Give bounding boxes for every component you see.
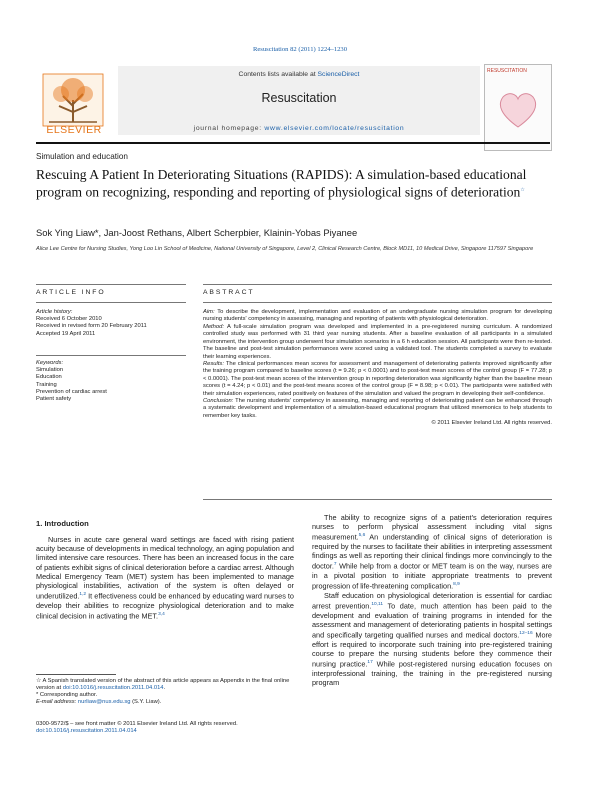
intro-text: Nurses in acute care general ward settings are faced with rising patient acuity because of developments in medical technology, an aging population and limited intensive care resources. There has been an increased focus in the care of patients exhibit signs of clinical deterioration before a cardiac arrest. Although Medical Emergency Team (MET) system has been implemented to manage physiological instabilities, activation of the system is often delayed or underutilized. <box>36 535 294 601</box>
right-column-text <box>312 513 552 687</box>
homepage-link[interactable]: www.elsevier.com/locate/resuscitation <box>264 125 405 132</box>
abstract-bottom-rule <box>203 302 552 303</box>
journal-citation[interactable]: Resuscitation 82 (2011) 1224–1230 <box>252 46 348 53</box>
method-text: A full-scale simulation program was developed and implemented in a pre-registered nursing curriculum. A randomized controlled study was performed with 31 third year nursing students. After a baseline evaluation of all participants in a simulated environment, the intervention group underwent four simulation scenarios in a 6 h education session. All participants were then re-tested. The baseline and post-test simulation performances were scored using a validated tool. The students completed a survey to evaluate their learning experiences. <box>203 323 552 360</box>
citation-ref[interactable]: 8,9 <box>453 582 460 588</box>
article-info-bottom-rule <box>36 302 186 303</box>
publisher-name: ELSEVIER <box>46 124 102 136</box>
email-link[interactable]: nurliaw@nus.edu.sg <box>77 699 131 706</box>
cover-heart-illustration <box>493 83 543 133</box>
citation-ref[interactable]: 7 <box>333 562 337 568</box>
doi-link[interactable]: doi:10.1016/j.resuscitation.2011.04.014 <box>36 728 137 735</box>
citation-ref[interactable]: 5,6 <box>358 533 366 539</box>
title-footnote-mark[interactable]: ☆ <box>520 188 525 194</box>
intro-text: While help from a doctor or MET team is on the way, nurses are in a pivotal position to initiate appropriate treatments to prevent progression of life-threatening complication. <box>312 561 552 591</box>
method-label: Method: <box>203 323 224 330</box>
contents-prefix: Contents lists available at <box>238 71 318 78</box>
header-divider <box>36 142 550 144</box>
keywords-list <box>36 360 186 403</box>
journal-title: Resuscitation <box>261 91 337 105</box>
issn-line: 0300-9572/$ – see front matter © 2011 Elsevier Ireland Ltd. All rights reserved. <box>36 721 238 727</box>
footnote-text: A Spanish translated version of the abstract of this article appears as Appendix in the final online version at <box>36 678 290 692</box>
intro-paragraph <box>36 535 294 621</box>
aim-label: Aim: <box>203 309 215 315</box>
keywords-label: Keywords: <box>36 360 64 366</box>
footnote-rule <box>36 674 116 675</box>
citation-ref[interactable]: 12–16 <box>519 630 533 636</box>
abstract-method <box>203 324 552 361</box>
results-label: Results: <box>203 360 224 367</box>
history-item: Received 6 October 2010 <box>36 316 102 323</box>
translation-doi-link[interactable]: doi:10.1016/j.resuscitation.2011.04.014 <box>62 685 164 692</box>
issn-doi-block <box>36 721 294 735</box>
keywords-rule <box>36 355 186 356</box>
cover-title: RESUSCITATION <box>487 68 527 74</box>
conclusion-text: The nursing students' competency in assessing, managing and reporting of deteriorating patient can be enhanced through a systematic development and implementation of a simulation-based educational program that utilized mnemonics to help students to remember key tasks. <box>203 398 552 419</box>
homepage-prefix: journal homepage: <box>193 125 265 132</box>
citation-ref[interactable]: 3,4 <box>158 611 165 617</box>
email-line <box>36 699 294 706</box>
keyword-item: Education <box>36 374 62 381</box>
abstract-aim <box>203 309 552 324</box>
keyword-item: Prevention of cardiac arrest <box>36 388 107 395</box>
article-info-heading: ARTICLE INFO <box>36 289 106 296</box>
results-text: The clinical performances mean scores for assessment and management of deteriorating patients improved significantly after the training program compared to baseline scores (t = 9.26; p < 0.0001) and to post-test mean scores of the control group (F = 77.28; p < 0.0001). The post-test mean scores of the intervention group in reporting deterioration was significantly higher than the baseline mean scores (t = 4.24; p < 0.01) and the post-test means scores of the control group (F = 8.98; p < 0.01). The participants were satisfied with their simulation experiences, rated positively on features of the simulation and valued the program in developing their self-confidence. <box>203 360 552 397</box>
keyword-item: Simulation <box>36 367 64 374</box>
intro-paragraph <box>312 591 552 687</box>
contents-available-line <box>118 71 480 78</box>
translation-footnote: ☆ A Spanish translated version of the abstract of this article appears as Appendix in the final online version at doi:10.1016/j.resuscitation.2011.04.014. <box>36 678 290 692</box>
abstract-results <box>203 361 552 398</box>
abstract-heading: ABSTRACT <box>203 289 255 296</box>
keyword-item: Patient safety <box>36 396 72 403</box>
intro-text: While post-registered nursing education focuses on interprofessional training, the training in the pre-registered nursing program <box>312 659 552 687</box>
article-history <box>36 309 186 338</box>
citation-ref[interactable]: 1,2 <box>79 592 87 598</box>
citation-ref[interactable]: 10,11 <box>371 601 384 607</box>
abstract-top-rule <box>203 284 552 285</box>
article-authors: Sok Ying Liaw*, Jan-Joost Rethans, Albert Scherpbier, Klainin-Yobas Piyanee <box>36 227 358 238</box>
citation-ref[interactable]: 17 <box>367 659 373 665</box>
intro-text: The ability to recognize signs of a patient's deterioration requires nurses to perform physical assessment including vital signs measurement. <box>312 513 552 542</box>
intro-text: More effort is required to incorporate such training into pre-registered training course to prepare the nursing students before they commence their nursing practice. <box>312 630 552 669</box>
author-affiliation: Alice Lee Centre for Nursing Studies, Yong Loo Lin School of Medicine, National University of Singapore, Level 2, Clinical Research Centre, Block MD11, 10 Medical Drive, Singapore 117597 Singapore <box>36 246 534 252</box>
keyword-item: Training <box>36 381 57 388</box>
intro-text: Staff education on physiological deterioration is essential for cardiac arrest prevention. <box>312 590 552 611</box>
introduction-heading: 1. Introduction <box>36 519 89 528</box>
abstract-copyright: © 2011 Elsevier Ireland Ltd. All rights reserved. <box>431 420 552 427</box>
footnotes <box>36 678 294 706</box>
email-suffix: (S.Y. Liaw). <box>130 699 162 706</box>
abstract-end-rule <box>203 499 552 500</box>
history-item: Accepted 19 April 2011 <box>36 330 96 337</box>
intro-text: It effectiveness could be enhanced by educating ward nurses to develop their abilities to recognize physiological deterioration and to make clinical decision in activating the MET. <box>36 591 294 621</box>
aim-text: To describe the development, implementation and evaluation of an undergraduate nursing simulation program for developing nursing students' competency in assessing, managing and reporting of patients with physiological deterioration. <box>203 309 552 323</box>
journal-cover-thumbnail <box>484 64 552 151</box>
abstract-body <box>203 309 552 428</box>
article-title <box>36 167 558 201</box>
history-item: Received in revised form 20 February 2011 <box>36 323 147 330</box>
intro-text: An understanding of clinical signs of deterioration is required by the nurses to facilitate their abilities in interpreting assessment findings as well as reporting their clinical findings more convincingly to the doctor. <box>312 532 552 571</box>
article-section: Simulation and education <box>36 152 128 161</box>
intro-paragraph <box>312 513 552 591</box>
footnote-mark: ☆ <box>36 678 42 684</box>
left-column-text <box>36 535 294 621</box>
journal-homepage-line <box>118 125 480 132</box>
article-title-text: Rescuing A Patient In Deteriorating Situations (RAPIDS): A simulation-based educational program on recognizing, responding and reporting of physiological signs of deterioration <box>36 167 527 200</box>
conclusion-label: Conclusion: <box>203 398 234 405</box>
intro-text: To date, much attention has been paid to the development and evaluation of training programs in intended for the assessment and management of deteriorating patients in hospital settings and specifically targeting qualified nurses and medical doctors. <box>312 601 552 640</box>
corresponding-author-note: * Corresponding author. <box>36 692 98 699</box>
article-info-top-rule <box>36 284 186 285</box>
sciencedirect-link[interactable]: ScienceDirect <box>317 71 360 78</box>
abstract-conclusion <box>203 398 552 420</box>
email-label: E-mail address: <box>36 699 78 706</box>
history-label: Article history: <box>36 309 73 315</box>
